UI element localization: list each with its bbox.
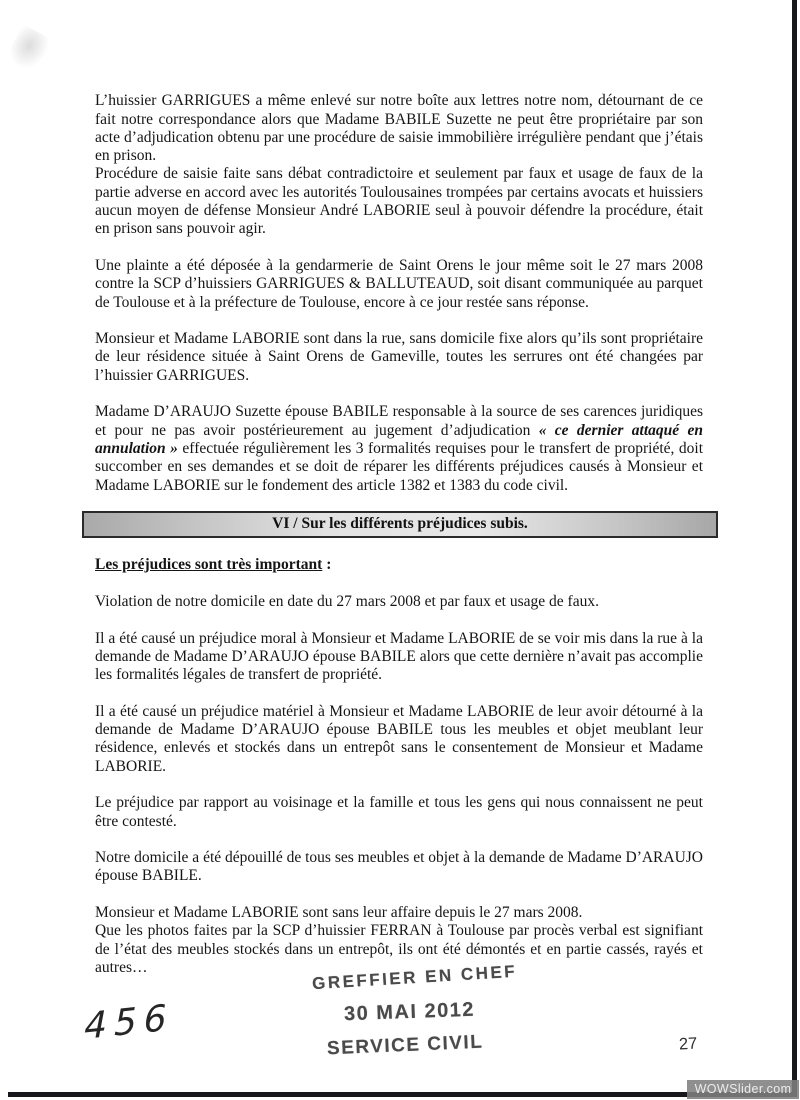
paragraph: Monsieur et Madame LABORIE sont sans leur affaire depuis le 27 mars 2008. (95, 904, 583, 922)
handwritten-folio-number: 456 (84, 997, 174, 1048)
stamp-greffier-en-chef: GREFFIER EN CHEF (311, 961, 518, 994)
section-heading-bar: VI / Sur les différents préjudices subis. (82, 511, 718, 538)
scan-smudge-artifact (5, 24, 54, 75)
paragraph: Madame D’ARAUJO Suzette épouse BABILE responsable à la source de ses carences juridiques et pour ne pas avoir postérieurement au jugement d’adjudication « ce dernier attaqué en annulation » effectuée régulièrement les 3 formalités requises pour le transfert de propriété, doit succomber en ses demandes et se doit de réparer les différents préjudices causés à Monsieur et Madame LABORIE sur le fondement des article 1382 et 1383 du code civil. (95, 403, 704, 494)
wowslider-watermark-link[interactable]: WOWSlider.com (687, 1080, 799, 1099)
paragraph: L’huissier GARRIGUES a même enlevé sur notre boîte aux lettres notre nom, détournant de ce fait notre correspondance alors que Madame BABILE Suzette ne peut être propriétaire par son acte d’adjudication obtenu par une procédure de saisie immobilière irrégulière pendant que j’étais en prison. (95, 92, 703, 165)
document-content (95, 74, 703, 977)
paragraph: Que les photos faites par la SCP d’huissier FERRAN à Toulouse par procès verbal est signifiant de l’état des meubles stockés dans un entrepôt, ils ont été démontés et en partie cassés, rayés et autres… (95, 922, 703, 976)
paragraph-flow (95, 92, 703, 977)
frame-border-right (792, 0, 797, 1097)
frame-border-bottom (8, 1092, 797, 1097)
paragraph: Procédure de saisie faite sans débat contradictoire et seulement par faux et usage de faux de la partie adverse en accord avec les autorités Toulousaines trompées par certains avocats et huissiers aucun moyen de défense Monsieur André LABORIE seul à pouvoir défendre la procédure, était en prison sans pouvoir agir. (95, 165, 703, 238)
page-number: 27 (678, 1034, 698, 1054)
stamp-service-civil: SERVICE CIVIL (326, 1031, 484, 1060)
paragraph: Le préjudice par rapport au voisinage et la famille et tous les gens qui nous connaissent ne peut être contesté. (95, 794, 703, 830)
subheading-underlined-text: Les préjudices sont très important (95, 556, 323, 574)
paragraph: Une plainte a été déposée à la gendarmerie de Saint Orens le jour même soit le 27 mars 2008 contre la SCP d’huissiers GARRIGUES & BALLUTEAUD, soit disant communiquée au parquet de Toulouse et à la préfecture de Toulouse, encore à ce jour restée sans réponse. (95, 256, 703, 311)
paragraph: Il a été causé un préjudice matériel à Monsieur et Madame LABORIE de leur avoir détourné à la demande de Madame D’ARAUJO épouse BABILE tous les meubles et objet meublant leur résidence, enlevés et stockés dans un entrepôt sans le consentement de Monsieur et Madame LABORIE. (95, 702, 703, 775)
paragraph: Il a été causé un préjudice moral à Monsieur et Madame LABORIE de se voir mis dans la rue à la demande de Madame D’ARAUJO épouse BABILE alors que cette dernière n’avait pas accomplie les formalités légales de transfert de propriété. (95, 629, 703, 684)
subheading: Les préjudices sont très important : (95, 556, 332, 574)
stamp-date: 30 MAI 2012 (343, 998, 476, 1026)
paragraph: Violation de notre domicile en date du 27 mars 2008 et par faux et usage de faux. (95, 593, 599, 611)
paragraph: Notre domicile a été dépouillé de tous ses meubles et objet à la demande de Madame D’ARAUJO épouse BABILE. (95, 849, 703, 885)
paragraph: Monsieur et Madame LABORIE sont dans la rue, sans domicile fixe alors qu’ils sont propriétaire de leur résidence située à Saint Orens de Gameville, toutes les serrures ont été changées par l’huissier GARRIGUES. (95, 330, 703, 384)
